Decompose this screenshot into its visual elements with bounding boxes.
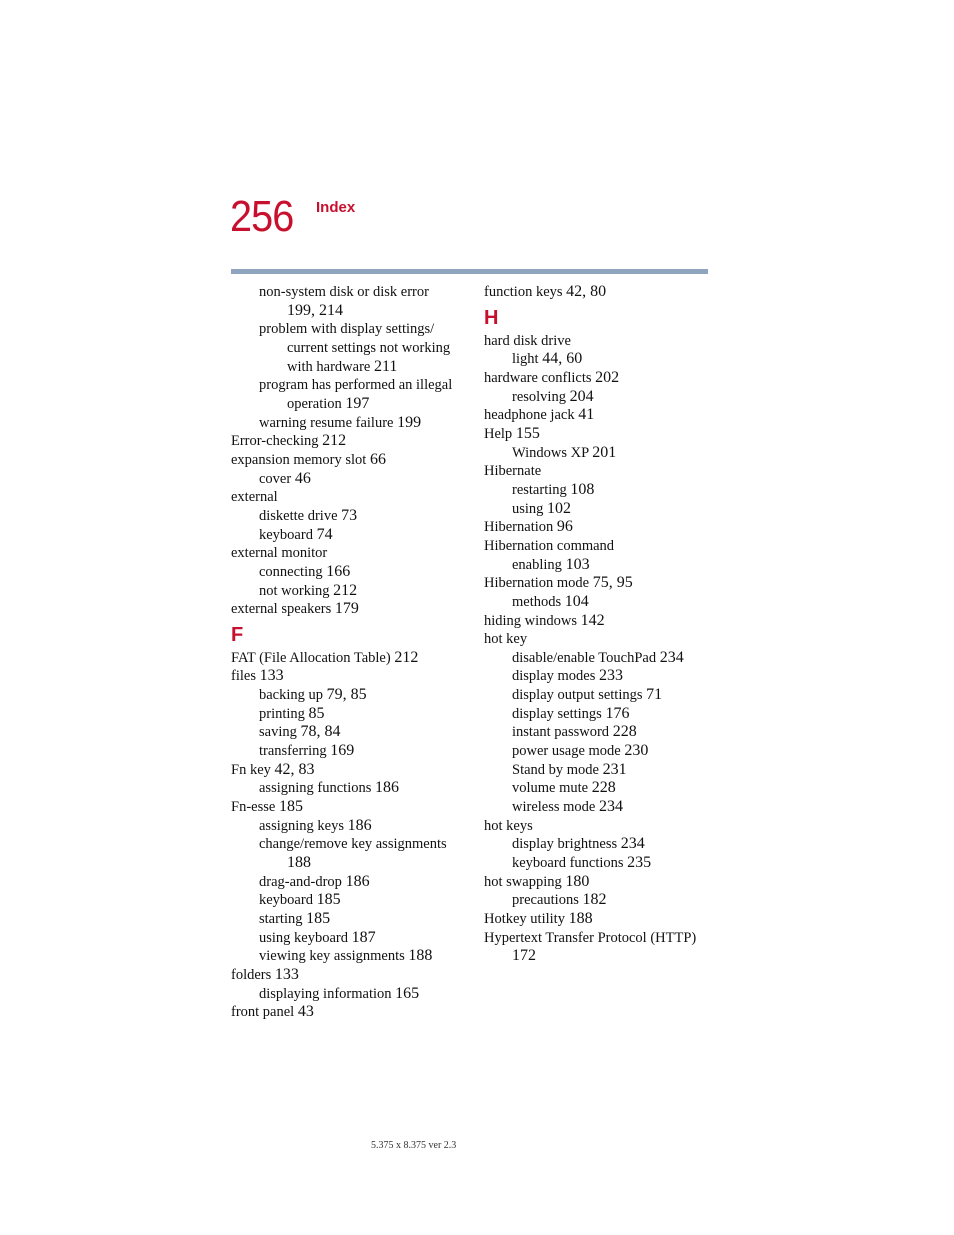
index-term: Fn key bbox=[231, 761, 271, 778]
index-page-ref: 199 bbox=[397, 413, 422, 431]
index-column-right bbox=[484, 283, 714, 966]
index-entry bbox=[484, 537, 714, 556]
index-page-ref: 228 bbox=[591, 779, 616, 797]
index-term: instant password bbox=[512, 724, 610, 741]
index-entry bbox=[231, 582, 471, 601]
index-page-ref: 133 bbox=[274, 965, 299, 983]
index-term: program has performed an illegal bbox=[259, 377, 453, 394]
index-entry bbox=[484, 910, 714, 929]
index-page-ref: 231 bbox=[602, 760, 627, 778]
index-entry bbox=[484, 630, 714, 649]
index-term: current settings not working bbox=[287, 339, 451, 356]
index-entry bbox=[231, 854, 471, 873]
index-page-ref: 44, 60 bbox=[542, 350, 583, 368]
index-term: precautions bbox=[512, 892, 579, 909]
index-term: external bbox=[231, 489, 278, 506]
index-entry bbox=[484, 612, 714, 631]
index-term: FAT (File Allocation Table) bbox=[231, 649, 391, 666]
index-entry bbox=[484, 462, 714, 481]
index-term: light bbox=[512, 351, 539, 368]
index-term: expansion memory slot bbox=[231, 451, 367, 468]
index-page-ref: 233 bbox=[599, 667, 623, 685]
index-page-ref: 142 bbox=[580, 611, 605, 629]
index-entry bbox=[231, 873, 471, 892]
index-term: resolving bbox=[512, 388, 566, 405]
index-term: warning resume failure bbox=[259, 414, 394, 431]
index-entry bbox=[484, 283, 714, 302]
index-page-ref: 169 bbox=[330, 742, 355, 760]
index-page-ref: 102 bbox=[547, 499, 572, 517]
index-entry bbox=[231, 761, 471, 780]
index-page-ref: 199, 214 bbox=[287, 301, 343, 319]
index-page-ref: 187 bbox=[351, 928, 376, 946]
index-entry bbox=[231, 947, 471, 966]
index-page-ref: 43 bbox=[297, 1003, 314, 1021]
header-rule bbox=[231, 269, 708, 274]
index-term: change/remove key assignments bbox=[259, 836, 447, 853]
index-entry bbox=[484, 444, 714, 463]
index-page-ref: 212 bbox=[333, 581, 358, 599]
index-page-ref: 166 bbox=[326, 562, 351, 580]
index-entry bbox=[484, 425, 714, 444]
index-page-ref: 73 bbox=[341, 506, 358, 524]
index-page-ref: 71 bbox=[646, 686, 663, 704]
index-entry bbox=[231, 742, 471, 761]
index-entry bbox=[484, 500, 714, 519]
index-term: keyboard functions bbox=[512, 855, 624, 872]
index-term: Hypertext Transfer Protocol (HTTP) bbox=[484, 929, 697, 946]
index-page-ref: 234 bbox=[598, 798, 623, 816]
index-page-ref: 85 bbox=[308, 704, 325, 722]
index-page-ref: 165 bbox=[395, 984, 420, 1002]
index-page-ref: 185 bbox=[306, 910, 331, 927]
index-page-ref: 79, 85 bbox=[326, 686, 367, 704]
index-entry bbox=[484, 406, 714, 425]
index-term: display brightness bbox=[512, 836, 618, 853]
index-term: Windows XP bbox=[512, 444, 589, 461]
index-entry bbox=[484, 350, 714, 369]
index-entry bbox=[231, 910, 471, 929]
index-term: backing up bbox=[259, 687, 324, 704]
index-term: hot keys bbox=[484, 817, 533, 834]
index-entry bbox=[484, 891, 714, 910]
index-page-ref: 182 bbox=[582, 891, 607, 909]
index-entry bbox=[231, 817, 471, 836]
index-term: Help bbox=[484, 425, 513, 442]
index-term: assigning keys bbox=[259, 817, 344, 834]
index-page-ref: 185 bbox=[278, 798, 303, 816]
index-entry bbox=[231, 488, 471, 507]
index-term: displaying information bbox=[259, 985, 392, 1002]
index-term: files bbox=[231, 668, 256, 685]
index-page-ref: 212 bbox=[322, 432, 347, 450]
index-term: keyboard bbox=[259, 892, 313, 909]
index-page-ref: 108 bbox=[570, 480, 595, 498]
index-entry bbox=[231, 985, 471, 1004]
index-entry bbox=[484, 593, 714, 612]
index-page-ref: 179 bbox=[334, 600, 359, 618]
index-term: Stand by mode bbox=[512, 761, 599, 778]
index-term: folders bbox=[231, 966, 272, 983]
index-entry bbox=[231, 320, 471, 339]
index-term: hard disk drive bbox=[484, 332, 571, 349]
index-term: cover bbox=[259, 470, 292, 487]
index-page-ref: 78, 84 bbox=[300, 723, 341, 741]
index-page-ref: 186 bbox=[375, 779, 399, 797]
index-entry bbox=[484, 481, 714, 500]
index-entry bbox=[231, 451, 471, 470]
index-page-ref: 188 bbox=[287, 854, 311, 872]
index-term: external monitor bbox=[231, 545, 328, 562]
index-page-ref: 202 bbox=[595, 368, 620, 386]
index-page-ref: 96 bbox=[556, 518, 573, 536]
index-page-ref: 235 bbox=[627, 854, 652, 872]
index-letter-heading: F bbox=[231, 623, 244, 646]
page-number: 256 bbox=[230, 192, 294, 241]
index-entry bbox=[231, 302, 471, 321]
index-entry bbox=[231, 395, 471, 414]
index-term: assigning functions bbox=[259, 780, 372, 797]
index-entry bbox=[231, 779, 471, 798]
index-page-ref: 180 bbox=[565, 872, 590, 890]
index-entry bbox=[231, 600, 471, 619]
index-term: Fn-esse bbox=[231, 799, 276, 816]
index-entry bbox=[231, 544, 471, 563]
index-entry bbox=[484, 873, 714, 892]
index-entry bbox=[231, 723, 471, 742]
index-term: headphone jack bbox=[484, 407, 575, 424]
index-term: transferring bbox=[259, 743, 327, 760]
index-term: display output settings bbox=[512, 687, 643, 704]
index-page-ref: 46 bbox=[294, 469, 311, 487]
index-term: Hotkey utility bbox=[484, 911, 565, 927]
index-entry bbox=[231, 1003, 471, 1022]
index-page-ref: 42, 80 bbox=[566, 283, 607, 300]
index-term: methods bbox=[512, 593, 562, 610]
index-term: display modes bbox=[512, 668, 596, 685]
index-term: Hibernation command bbox=[484, 537, 615, 554]
index-term: hardware conflicts bbox=[484, 369, 592, 386]
index-entry bbox=[484, 705, 714, 724]
index-term: diskette drive bbox=[259, 507, 338, 524]
index-page-ref: 234 bbox=[620, 835, 645, 853]
index-page-ref: 155 bbox=[515, 424, 540, 442]
index-entry bbox=[484, 929, 714, 948]
index-term: restarting bbox=[512, 481, 567, 498]
index-entry bbox=[231, 358, 471, 377]
index-entry bbox=[231, 686, 471, 705]
index-page-ref: 186 bbox=[347, 816, 372, 834]
index-entry bbox=[231, 414, 471, 433]
index-entry bbox=[484, 667, 714, 686]
index-entry bbox=[231, 339, 471, 358]
index-page-ref: 234 bbox=[659, 648, 684, 666]
index-page-ref: 41 bbox=[578, 406, 595, 424]
index-term: saving bbox=[259, 724, 297, 741]
index-entry bbox=[484, 723, 714, 742]
index-page-ref: 176 bbox=[605, 704, 630, 722]
index-page-ref: 204 bbox=[569, 387, 594, 405]
index-entry bbox=[231, 432, 471, 451]
index-entry bbox=[231, 507, 471, 526]
index-entry bbox=[231, 526, 471, 545]
index-page-ref: 74 bbox=[316, 525, 333, 543]
index-page-ref: 228 bbox=[612, 723, 637, 741]
index-term: hot key bbox=[484, 631, 528, 648]
index-entry bbox=[231, 376, 471, 395]
index-entry bbox=[484, 369, 714, 388]
index-term: keyboard bbox=[259, 526, 313, 543]
index-page-ref: 188 bbox=[408, 947, 433, 965]
index-term: wireless mode bbox=[512, 799, 596, 816]
index-term: function keys bbox=[484, 284, 563, 300]
index-entry bbox=[484, 817, 714, 836]
index-entry bbox=[231, 649, 471, 668]
section-title: Index bbox=[316, 199, 356, 216]
index-page-ref: 201 bbox=[592, 443, 617, 461]
index-entry bbox=[484, 388, 714, 407]
index-page-ref: 197 bbox=[345, 394, 370, 412]
index-entry bbox=[231, 966, 471, 985]
index-term: power usage mode bbox=[512, 743, 621, 760]
index-page-ref: 188 bbox=[568, 910, 593, 927]
index-term: Hibernation bbox=[484, 519, 554, 536]
index-term: using keyboard bbox=[259, 929, 348, 946]
index-entry bbox=[484, 835, 714, 854]
index-term: starting bbox=[259, 911, 303, 927]
index-page-ref: 104 bbox=[564, 592, 589, 610]
index-term: operation bbox=[287, 395, 342, 412]
index-term: enabling bbox=[512, 556, 562, 573]
footer-version: 5.375 x 8.375 ver 2.3 bbox=[371, 1140, 457, 1151]
index-page-ref: 133 bbox=[259, 667, 284, 685]
index-term: viewing key assignments bbox=[259, 948, 405, 965]
index-entry bbox=[484, 947, 714, 966]
index-entry bbox=[484, 779, 714, 798]
index-page-ref: 211 bbox=[373, 357, 398, 375]
index-page-ref: 230 bbox=[624, 742, 649, 760]
index-entry bbox=[231, 470, 471, 489]
index-letter-heading: H bbox=[484, 306, 499, 329]
index-entry bbox=[484, 798, 714, 817]
index-entry bbox=[484, 854, 714, 873]
index-entry bbox=[484, 574, 714, 593]
index-term: not working bbox=[259, 582, 330, 599]
index-column-left bbox=[231, 283, 471, 1022]
index-page-ref: 185 bbox=[316, 891, 341, 909]
index-page-ref: 186 bbox=[345, 872, 370, 890]
index-page-ref: 212 bbox=[394, 648, 419, 666]
index-entry bbox=[484, 649, 714, 668]
index-entry bbox=[231, 929, 471, 948]
index-entry bbox=[484, 332, 714, 351]
index-term: Hibernation mode bbox=[484, 575, 590, 592]
index-page-ref: 42, 83 bbox=[274, 760, 315, 778]
index-term: non-system disk or disk error bbox=[259, 284, 429, 300]
index-page-ref: 103 bbox=[565, 555, 590, 573]
index-entry bbox=[484, 518, 714, 537]
index-term: Hibernate bbox=[484, 463, 542, 480]
index-entry bbox=[231, 891, 471, 910]
index-term: Error-checking bbox=[231, 433, 319, 450]
index-term: using bbox=[512, 500, 544, 517]
index-page-ref: 66 bbox=[369, 450, 386, 468]
index-entry bbox=[231, 283, 471, 302]
index-entry bbox=[484, 761, 714, 780]
index-page-ref: 75, 95 bbox=[592, 574, 633, 592]
index-entry bbox=[484, 686, 714, 705]
index-term: with hardware bbox=[287, 358, 371, 375]
index-entry bbox=[231, 563, 471, 582]
index-term: connecting bbox=[259, 563, 323, 580]
index-term: front panel bbox=[231, 1004, 295, 1021]
index-term: external speakers bbox=[231, 601, 332, 618]
index-term: hiding windows bbox=[484, 612, 578, 629]
index-entry bbox=[231, 798, 471, 817]
index-term: printing bbox=[259, 705, 305, 722]
index-term: display settings bbox=[512, 705, 602, 722]
index-entry bbox=[231, 835, 471, 854]
index-entry bbox=[231, 667, 471, 686]
index-page-ref: 172 bbox=[512, 947, 536, 965]
index-entry bbox=[231, 705, 471, 724]
index-term: problem with display settings/ bbox=[259, 321, 435, 338]
index-term: volume mute bbox=[512, 780, 589, 797]
index-term: hot swapping bbox=[484, 873, 562, 890]
index-term: drag-and-drop bbox=[259, 873, 342, 890]
index-entry bbox=[484, 742, 714, 761]
index-term: disable/enable TouchPad bbox=[512, 649, 657, 666]
index-entry bbox=[484, 556, 714, 575]
